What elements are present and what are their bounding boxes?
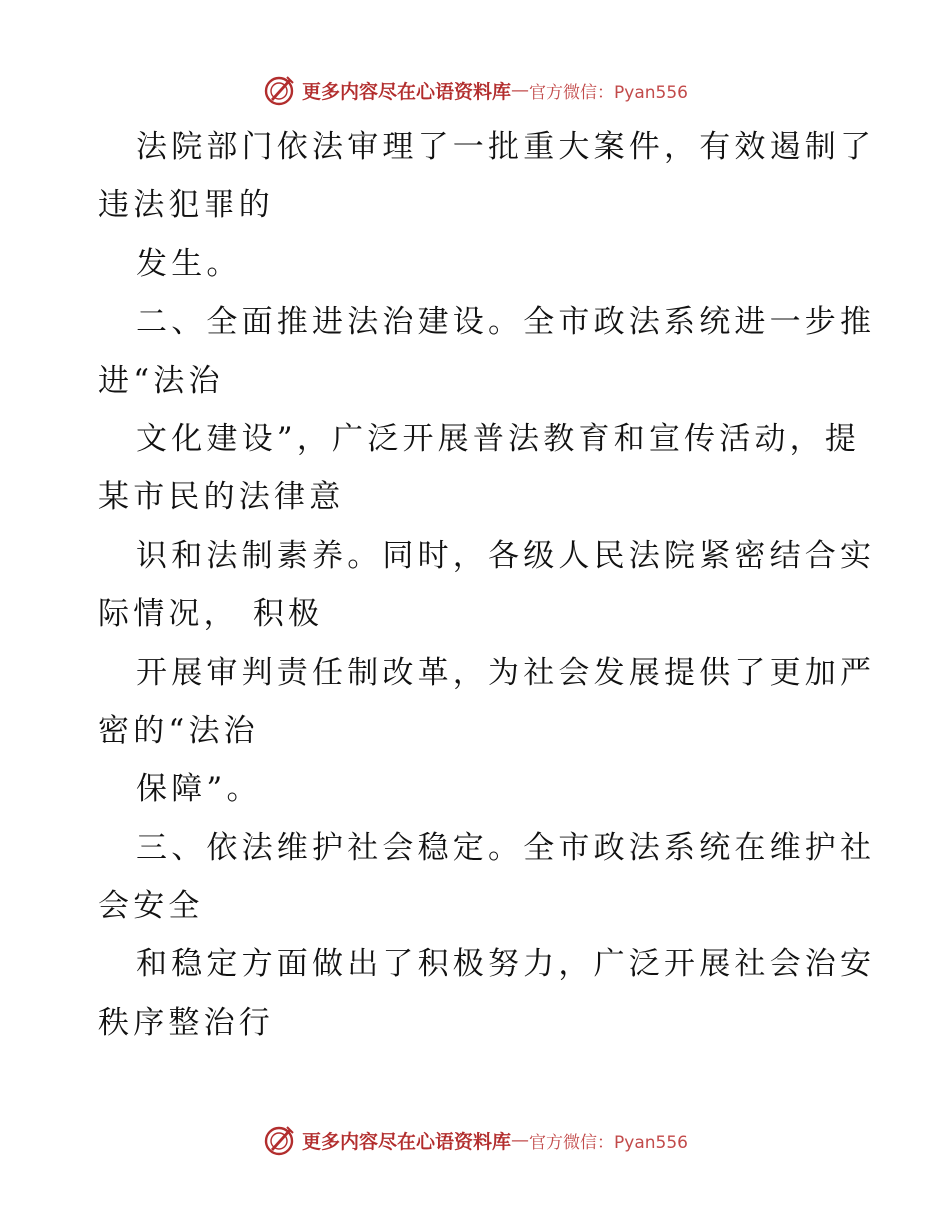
body-line: 发生。 <box>136 245 242 282</box>
body-line: 某市民的法律意 <box>98 479 345 516</box>
body-line: 际情况， 积极 <box>98 596 324 633</box>
body-line: 识和法制素养。同时，各级人民法院紧密结合实 <box>136 537 876 574</box>
pen-logo-icon <box>262 73 296 107</box>
document-body <box>98 118 876 1052</box>
header-banner <box>0 70 950 110</box>
body-line: 开展审判责任制改革，为社会发展提供了更加严 <box>136 654 876 691</box>
header-dash: — <box>511 79 530 101</box>
body-line: 法院部门依法审理了一批重大案件，有效遏制了 <box>136 129 876 165</box>
body-line: 秩序整治行 <box>98 1004 274 1041</box>
body-line: 和稳定方面做出了积极努力，广泛开展社会治安 <box>136 946 876 983</box>
body-line: 文化建设”，广泛开展普法教育和宣传活动，提 <box>136 420 861 457</box>
footer-dash: — <box>511 1129 530 1151</box>
body-line: 会安全 <box>98 888 204 925</box>
body-line: 三、依法维护社会稳定。全市政法系统在维护社 <box>136 829 876 866</box>
header-wechat-text: 官方微信：Pyan556 <box>529 82 688 103</box>
body-line: 进“法治 <box>98 362 224 399</box>
body-line: 密的“法治 <box>98 712 259 749</box>
footer-wechat-text: 官方微信：Pyan556 <box>529 1132 688 1153</box>
footer-banner <box>0 1120 950 1160</box>
body-line: 违法犯罪的 <box>98 187 274 224</box>
footer-brand-text: 更多内容尽在心语资料库 <box>302 1130 512 1153</box>
body-line: 保障”。 <box>136 771 262 808</box>
header-brand-text: 更多内容尽在心语资料库 <box>302 80 512 103</box>
pen-logo-icon <box>262 1123 296 1157</box>
body-line: 二、全面推进法治建设。全市政法系统进一步推 <box>136 304 876 341</box>
